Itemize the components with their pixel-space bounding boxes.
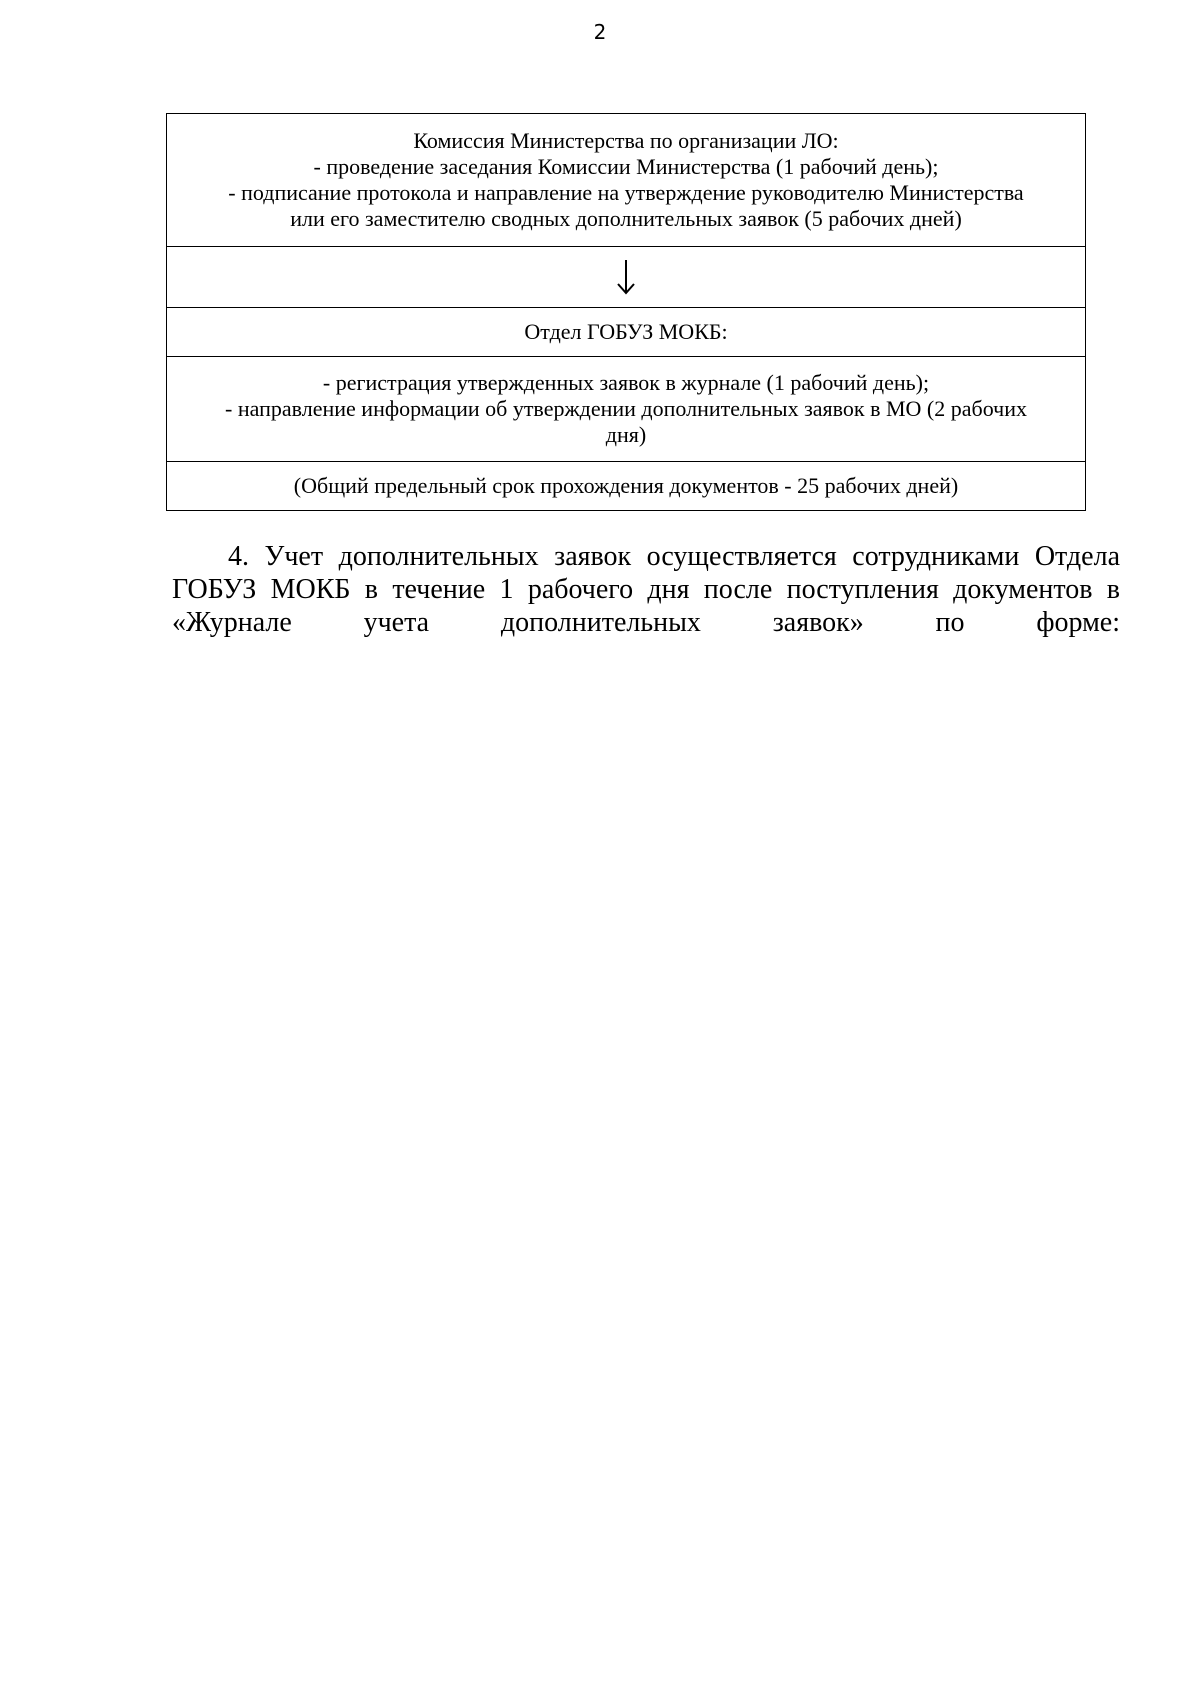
department-title: Отдел ГОБУЗ МОКБ: [167,308,1086,357]
commission-step-protocol: - подписание протокола и направление на утверждение руководителю Министерства [228,180,1024,205]
flowchart-table [166,113,1086,511]
arrow-row [167,247,1086,308]
registration-step-notify: - направление информации об утверждении дополнительных заявок в МО (2 рабочих [225,396,1027,421]
total-row [167,462,1086,511]
registration-cell [167,357,1086,462]
department-row [167,308,1086,357]
item-4-paragraph: 4. Учет дополнительных заявок осуществляется сотрудниками Отдела ГОБУЗ МОКБ в течение 1 рабочего дня после поступления документов в «Журнале учета дополнительных заявок» по форме: [172,541,1120,638]
page-number: 2 [593,20,607,44]
registration-row [167,357,1086,462]
registration-step-notify-cont: дня) [605,422,647,447]
arrow-cell [167,247,1086,308]
down-arrow-icon [614,257,638,297]
registration-step-journal: - регистрация утвержденных заявок в журнале (1 рабочий день); [322,370,930,395]
commission-title: Комиссия Министерства по организации ЛО: [413,128,839,153]
total-deadline: (Общий предельный срок прохождения документов - 25 рабочих дней) [167,462,1086,511]
commission-step-protocol-cont: или его заместителю сводных дополнительных заявок (5 рабочих дней) [290,206,962,231]
commission-row [167,114,1086,247]
commission-step-meeting: - проведение заседания Комиссии Министерства (1 рабочий день); [313,154,939,179]
commission-cell [167,114,1086,247]
